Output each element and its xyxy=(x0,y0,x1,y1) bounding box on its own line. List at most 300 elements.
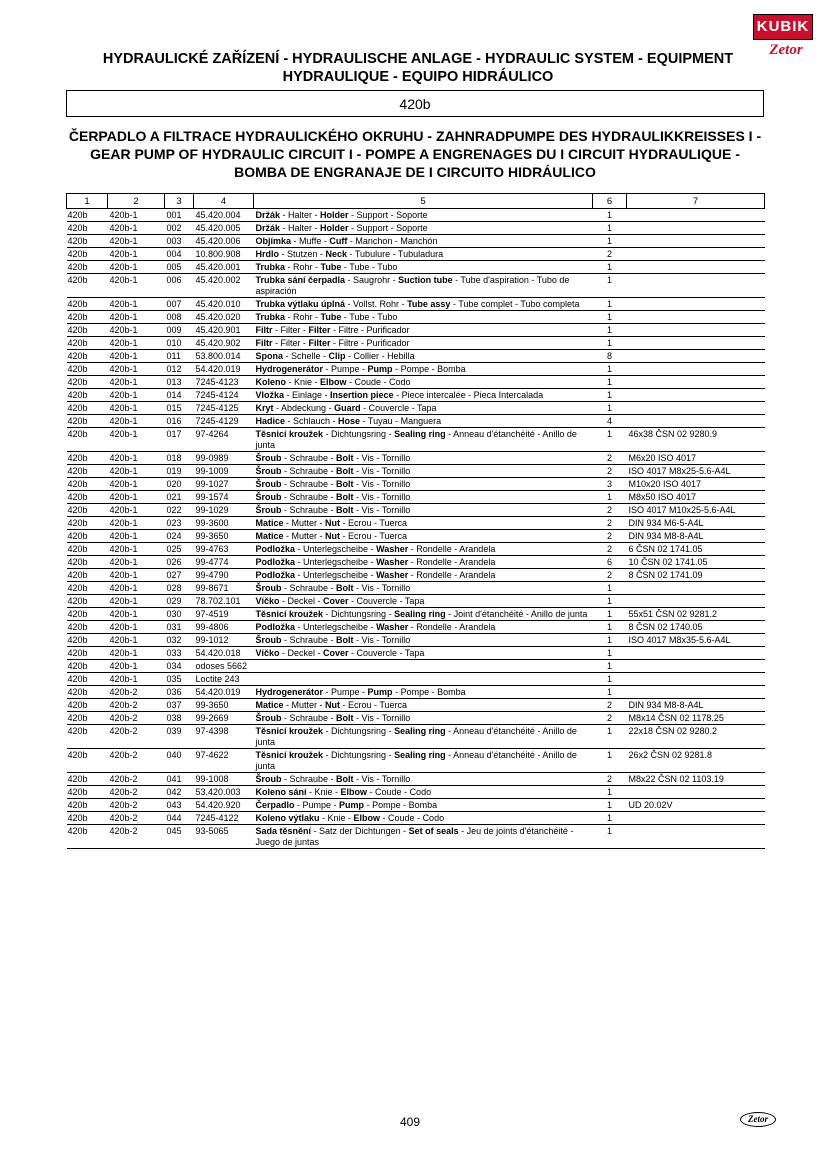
quantity-cell: 1 xyxy=(593,582,627,595)
position-cell: 014 xyxy=(165,389,194,402)
note-cell xyxy=(627,786,765,799)
group-cell: 420b xyxy=(67,621,108,634)
table-row xyxy=(67,786,765,799)
note-cell: 6 ČSN 02 1741.05 xyxy=(627,543,765,556)
zetor-footer-logo: Zetor xyxy=(740,1112,776,1127)
part-number-cell: 99-3650 xyxy=(194,699,254,712)
table-row xyxy=(67,222,765,235)
assembly-cell: 420b-1 xyxy=(108,660,165,673)
note-cell xyxy=(627,337,765,350)
group-cell: 420b xyxy=(67,428,108,452)
assembly-cell: 420b-2 xyxy=(108,812,165,825)
part-number-cell: 45.420.010 xyxy=(194,298,254,311)
position-cell: 041 xyxy=(165,773,194,786)
table-row xyxy=(67,686,765,699)
assembly-cell: 420b-1 xyxy=(108,261,165,274)
position-cell: 040 xyxy=(165,749,194,773)
description-cell: Hydrogenerátor - Pumpe - Pump - Pompe - Bomba xyxy=(254,686,593,699)
quantity-cell: 1 xyxy=(593,428,627,452)
part-number-cell: 99-4763 xyxy=(194,543,254,556)
description-cell: Koleno - Knie - Elbow - Coude - Codo xyxy=(254,376,593,389)
part-number-cell: 7245-4123 xyxy=(194,376,254,389)
table-row xyxy=(67,337,765,350)
quantity-cell: 3 xyxy=(593,478,627,491)
position-cell: 023 xyxy=(165,517,194,530)
note-cell xyxy=(627,595,765,608)
position-cell: 043 xyxy=(165,799,194,812)
description-cell: Držák - Halter - Holder - Support - Soporte xyxy=(254,209,593,222)
group-cell: 420b xyxy=(67,350,108,363)
part-number-cell: 99-4774 xyxy=(194,556,254,569)
note-cell: DIN 934 M8-8-A4L xyxy=(627,699,765,712)
group-cell: 420b xyxy=(67,660,108,673)
note-cell xyxy=(627,402,765,415)
part-number-cell: 54.420.920 xyxy=(194,799,254,812)
assembly-cell: 420b-1 xyxy=(108,389,165,402)
note-cell xyxy=(627,582,765,595)
position-cell: 045 xyxy=(165,825,194,849)
note-cell: M8x22 ČSN 02 1103.19 xyxy=(627,773,765,786)
note-cell xyxy=(627,415,765,428)
note-cell xyxy=(627,376,765,389)
assembly-cell: 420b-1 xyxy=(108,491,165,504)
note-cell: 46x38 ČSN 02 9280.9 xyxy=(627,428,765,452)
assembly-cell: 420b-1 xyxy=(108,517,165,530)
part-number-cell: 99-1574 xyxy=(194,491,254,504)
quantity-cell: 2 xyxy=(593,543,627,556)
quantity-cell: 1 xyxy=(593,311,627,324)
part-number-cell: 99-3650 xyxy=(194,530,254,543)
assembly-cell: 420b-2 xyxy=(108,773,165,786)
position-cell: 019 xyxy=(165,465,194,478)
section-title-line-1: ČERPADLO A FILTRACE HYDRAULICKÉHO OKRUHU - ZAHNRADPUMPE DES HYDRAULIKKREISSES I - xyxy=(68,128,762,144)
group-cell: 420b xyxy=(67,812,108,825)
quantity-cell: 1 xyxy=(593,621,627,634)
quantity-cell: 1 xyxy=(593,402,627,415)
position-cell: 042 xyxy=(165,786,194,799)
note-cell: UD 20.02V xyxy=(627,799,765,812)
note-cell: M6x20 ISO 4017 xyxy=(627,452,765,465)
quantity-cell: 1 xyxy=(593,337,627,350)
description-cell: Matice - Mutter - Nut - Ecrou - Tuerca xyxy=(254,530,593,543)
description-cell: Držák - Halter - Holder - Support - Soporte xyxy=(254,222,593,235)
note-cell xyxy=(627,660,765,673)
group-cell: 420b xyxy=(67,465,108,478)
position-cell: 002 xyxy=(165,222,194,235)
position-cell: 021 xyxy=(165,491,194,504)
table-row xyxy=(67,402,765,415)
position-cell: 035 xyxy=(165,673,194,686)
assembly-cell: 420b-1 xyxy=(108,235,165,248)
position-cell: 029 xyxy=(165,595,194,608)
group-cell: 420b xyxy=(67,647,108,660)
kubik-logo: KUBIK xyxy=(753,14,813,40)
position-cell: 011 xyxy=(165,350,194,363)
position-cell: 006 xyxy=(165,274,194,298)
section-title-line-2: GEAR PUMP OF HYDRAULIC CIRCUIT I - POMPE A ENGRENAGES DU I CIRCUIT HYDRAULIQUE - xyxy=(90,146,740,162)
assembly-cell: 420b-1 xyxy=(108,415,165,428)
description-cell: Šroub - Schraube - Bolt - Vis - Tornillo xyxy=(254,634,593,647)
group-cell: 420b xyxy=(67,337,108,350)
description-cell xyxy=(254,673,593,686)
note-cell: M8x14 ČSN 02 1178.25 xyxy=(627,712,765,725)
description-cell: Hrdlo - Stutzen - Neck - Tubulure - Tubuladura xyxy=(254,248,593,261)
position-cell: 008 xyxy=(165,311,194,324)
parts-table-body xyxy=(67,209,765,849)
group-cell: 420b xyxy=(67,799,108,812)
part-number-cell: 53.800.014 xyxy=(194,350,254,363)
assembly-cell: 420b-1 xyxy=(108,311,165,324)
note-cell: ISO 4017 M10x25-5.6-A4L xyxy=(627,504,765,517)
position-cell: 036 xyxy=(165,686,194,699)
assembly-cell: 420b-1 xyxy=(108,621,165,634)
column-header: 4 xyxy=(194,194,254,209)
description-cell: Šroub - Schraube - Bolt - Vis - Tornillo xyxy=(254,478,593,491)
position-cell: 031 xyxy=(165,621,194,634)
table-row xyxy=(67,248,765,261)
assembly-cell: 420b-1 xyxy=(108,647,165,660)
part-number-cell: 99-0989 xyxy=(194,452,254,465)
position-cell: 009 xyxy=(165,324,194,337)
note-cell xyxy=(627,825,765,849)
part-number-cell: 99-1009 xyxy=(194,465,254,478)
assembly-cell: 420b-2 xyxy=(108,786,165,799)
assembly-cell: 420b-1 xyxy=(108,608,165,621)
assembly-cell: 420b-1 xyxy=(108,452,165,465)
note-cell xyxy=(627,350,765,363)
description-cell: Trubka výtlaku úplná - Vollst. Rohr - Tube assy - Tube complet - Tubo completa xyxy=(254,298,593,311)
position-cell: 033 xyxy=(165,647,194,660)
note-cell: DIN 934 M6-5-A4L xyxy=(627,517,765,530)
description-cell: Šroub - Schraube - Bolt - Vis - Tornillo xyxy=(254,465,593,478)
part-number-cell: 45.420.902 xyxy=(194,337,254,350)
assembly-cell: 420b-2 xyxy=(108,712,165,725)
note-cell xyxy=(627,311,765,324)
table-row xyxy=(67,749,765,773)
position-cell: 024 xyxy=(165,530,194,543)
quantity-cell: 1 xyxy=(593,491,627,504)
quantity-cell: 2 xyxy=(593,504,627,517)
quantity-cell: 1 xyxy=(593,298,627,311)
group-cell: 420b xyxy=(67,773,108,786)
description-cell: Víčko - Deckel - Cover - Couvercle - Tapa xyxy=(254,647,593,660)
assembly-cell: 420b-1 xyxy=(108,324,165,337)
note-cell xyxy=(627,298,765,311)
part-number-cell: 45.420.005 xyxy=(194,222,254,235)
note-cell: ISO 4017 M8x35-5.6-A4L xyxy=(627,634,765,647)
quantity-cell: 1 xyxy=(593,274,627,298)
table-row xyxy=(67,634,765,647)
column-header: 6 xyxy=(593,194,627,209)
quantity-cell: 2 xyxy=(593,773,627,786)
group-cell: 420b xyxy=(67,673,108,686)
quantity-cell: 2 xyxy=(593,712,627,725)
note-cell: 55x51 ČSN 02 9281.2 xyxy=(627,608,765,621)
table-row xyxy=(67,324,765,337)
note-cell xyxy=(627,324,765,337)
group-cell: 420b xyxy=(67,530,108,543)
assembly-cell: 420b-1 xyxy=(108,595,165,608)
group-cell: 420b xyxy=(67,389,108,402)
quantity-cell: 2 xyxy=(593,452,627,465)
quantity-cell: 1 xyxy=(593,825,627,849)
quantity-cell: 1 xyxy=(593,608,627,621)
assembly-cell: 420b-1 xyxy=(108,569,165,582)
position-cell: 027 xyxy=(165,569,194,582)
assembly-cell: 420b-2 xyxy=(108,699,165,712)
position-cell: 026 xyxy=(165,556,194,569)
part-number-cell: 99-8671 xyxy=(194,582,254,595)
table-row xyxy=(67,799,765,812)
position-cell: 013 xyxy=(165,376,194,389)
table-row xyxy=(67,556,765,569)
quantity-cell: 1 xyxy=(593,799,627,812)
description-cell: Těsnicí kroužek - Dichtungsring - Sealing ring - Anneau d'étanchéité - Anillo de junta xyxy=(254,749,593,773)
part-number-cell: 45.420.002 xyxy=(194,274,254,298)
note-cell xyxy=(627,261,765,274)
table-row xyxy=(67,363,765,376)
part-number-cell: 10.800.908 xyxy=(194,248,254,261)
group-cell: 420b xyxy=(67,363,108,376)
part-number-cell: 54.420.018 xyxy=(194,647,254,660)
note-cell xyxy=(627,812,765,825)
quantity-cell: 1 xyxy=(593,261,627,274)
table-header-row xyxy=(67,194,765,209)
note-cell: DIN 934 M8-8-A4L xyxy=(627,530,765,543)
description-cell: Víčko - Deckel - Cover - Couvercle - Tapa xyxy=(254,595,593,608)
table-row xyxy=(67,350,765,363)
assembly-cell: 420b-1 xyxy=(108,634,165,647)
table-row xyxy=(67,274,765,298)
assembly-cell: 420b-2 xyxy=(108,686,165,699)
description-cell: Šroub - Schraube - Bolt - Vis - Tornillo xyxy=(254,773,593,786)
quantity-cell: 2 xyxy=(593,569,627,582)
description-cell: Těsnicí kroužek - Dichtungsring - Sealing ring - Joint d'étanchéité - Anillo de junta xyxy=(254,608,593,621)
part-number-cell: 7245-4125 xyxy=(194,402,254,415)
part-number-cell: 45.420.001 xyxy=(194,261,254,274)
assembly-cell: 420b-2 xyxy=(108,725,165,749)
part-number-cell: 54.420.019 xyxy=(194,686,254,699)
quantity-cell: 1 xyxy=(593,363,627,376)
table-row xyxy=(67,261,765,274)
part-number-cell: 7245-4129 xyxy=(194,415,254,428)
quantity-cell: 2 xyxy=(593,248,627,261)
column-header: 5 xyxy=(254,194,593,209)
quantity-cell: 1 xyxy=(593,595,627,608)
quantity-cell: 2 xyxy=(593,465,627,478)
description-cell: Šroub - Schraube - Bolt - Vis - Tornillo xyxy=(254,712,593,725)
part-number-cell: Loctite 243 xyxy=(194,673,254,686)
assembly-cell: 420b-1 xyxy=(108,504,165,517)
position-cell: 004 xyxy=(165,248,194,261)
note-cell xyxy=(627,363,765,376)
note-cell xyxy=(627,647,765,660)
group-cell: 420b xyxy=(67,452,108,465)
part-number-cell: 99-1029 xyxy=(194,504,254,517)
part-number-cell: 99-4806 xyxy=(194,621,254,634)
position-cell: 017 xyxy=(165,428,194,452)
description-cell: Spona - Schelle - Clip - Collier - Hebilla xyxy=(254,350,593,363)
table-row xyxy=(67,712,765,725)
quantity-cell: 1 xyxy=(593,324,627,337)
title-line-2: HYDRAULIQUE - EQUIPO HIDRÁULICO xyxy=(282,69,554,85)
quantity-cell: 1 xyxy=(593,376,627,389)
group-cell: 420b xyxy=(67,582,108,595)
position-cell: 034 xyxy=(165,660,194,673)
note-cell xyxy=(627,248,765,261)
group-cell: 420b xyxy=(67,478,108,491)
description-cell: Šroub - Schraube - Bolt - Vis - Tornillo xyxy=(254,491,593,504)
group-cell: 420b xyxy=(67,402,108,415)
note-cell: 10 ČSN 02 1741.05 xyxy=(627,556,765,569)
assembly-cell: 420b-1 xyxy=(108,222,165,235)
description-cell: Trubka - Rohr - Tube - Tube - Tubo xyxy=(254,311,593,324)
description-cell: Trubka sání čerpadla - Saugrohr - Suction tube - Tube d'aspiration - Tubo de aspiración xyxy=(254,274,593,298)
note-cell xyxy=(627,673,765,686)
description-cell: Filtr - Filter - Filter - Filtre - Purificador xyxy=(254,324,593,337)
group-cell: 420b xyxy=(67,749,108,773)
table-row xyxy=(67,699,765,712)
quantity-cell: 6 xyxy=(593,556,627,569)
page-number: 409 xyxy=(399,1115,421,1129)
group-cell: 420b xyxy=(67,298,108,311)
group-cell: 420b xyxy=(67,699,108,712)
quantity-cell: 1 xyxy=(593,812,627,825)
part-number-cell: 78.702.101 xyxy=(194,595,254,608)
quantity-cell: 1 xyxy=(593,786,627,799)
group-cell: 420b xyxy=(67,517,108,530)
parts-table xyxy=(66,193,765,849)
group-cell: 420b xyxy=(67,504,108,517)
table-row xyxy=(67,209,765,222)
position-cell: 044 xyxy=(165,812,194,825)
description-cell: Podložka - Unterlegscheibe - Washer - Rondelle - Arandela xyxy=(254,569,593,582)
quantity-cell: 1 xyxy=(593,725,627,749)
description-cell: Podložka - Unterlegscheibe - Washer - Rondelle - Arandela xyxy=(254,556,593,569)
column-header: 1 xyxy=(67,194,108,209)
quantity-cell: 2 xyxy=(593,517,627,530)
table-row xyxy=(67,311,765,324)
title-line-1: HYDRAULICKÉ ZAŘÍZENÍ - HYDRAULISCHE ANLAGE - HYDRAULIC SYSTEM - EQUIPMENT xyxy=(102,51,734,67)
table-row xyxy=(67,569,765,582)
assembly-cell: 420b-1 xyxy=(108,543,165,556)
section-title xyxy=(66,127,764,181)
note-cell: 22x18 ČSN 02 9280.2 xyxy=(627,725,765,749)
position-cell: 016 xyxy=(165,415,194,428)
group-cell: 420b xyxy=(67,209,108,222)
description-cell xyxy=(254,660,593,673)
part-number-cell: 45.420.006 xyxy=(194,235,254,248)
position-cell: 007 xyxy=(165,298,194,311)
quantity-cell: 4 xyxy=(593,415,627,428)
group-cell: 420b xyxy=(67,324,108,337)
description-cell: Podložka - Unterlegscheibe - Washer - Rondelle - Arandela xyxy=(254,621,593,634)
table-row xyxy=(67,595,765,608)
part-number-cell: 99-4790 xyxy=(194,569,254,582)
table-row xyxy=(67,465,765,478)
description-cell: Sada těsnění - Satz der Dichtungen - Set of seals - Jeu de joints d'étanchéité - Juego de juntas xyxy=(254,825,593,849)
table-row xyxy=(67,389,765,402)
note-cell xyxy=(627,274,765,298)
part-number-cell: 99-1012 xyxy=(194,634,254,647)
group-cell: 420b xyxy=(67,248,108,261)
group-cell: 420b xyxy=(67,415,108,428)
assembly-cell: 420b-1 xyxy=(108,402,165,415)
table-row xyxy=(67,673,765,686)
group-cell: 420b xyxy=(67,543,108,556)
group-cell: 420b xyxy=(67,712,108,725)
note-cell xyxy=(627,235,765,248)
note-cell: 8 ČSN 02 1740.05 xyxy=(627,621,765,634)
position-cell: 012 xyxy=(165,363,194,376)
part-number-cell: 53.420.003 xyxy=(194,786,254,799)
table-row xyxy=(67,582,765,595)
part-number-cell: 45.420.004 xyxy=(194,209,254,222)
table-row xyxy=(67,478,765,491)
part-number-cell: 99-1008 xyxy=(194,773,254,786)
position-cell: 022 xyxy=(165,504,194,517)
part-number-cell: 97-4622 xyxy=(194,749,254,773)
group-cell: 420b xyxy=(67,634,108,647)
position-cell: 028 xyxy=(165,582,194,595)
description-cell: Šroub - Schraube - Bolt - Vis - Tornillo xyxy=(254,504,593,517)
note-cell xyxy=(627,389,765,402)
group-cell: 420b xyxy=(67,608,108,621)
column-header: 3 xyxy=(165,194,194,209)
part-number-cell: 99-2669 xyxy=(194,712,254,725)
quantity-cell: 2 xyxy=(593,699,627,712)
assembly-cell: 420b-1 xyxy=(108,673,165,686)
note-cell xyxy=(627,686,765,699)
description-cell: Trubka - Rohr - Tube - Tube - Tubo xyxy=(254,261,593,274)
note-cell: M8x50 ISO 4017 xyxy=(627,491,765,504)
assembly-cell: 420b-2 xyxy=(108,825,165,849)
zetor-logo: Zetor xyxy=(769,42,803,58)
quantity-cell: 8 xyxy=(593,350,627,363)
table-row xyxy=(67,235,765,248)
group-cell: 420b xyxy=(67,311,108,324)
group-cell: 420b xyxy=(67,725,108,749)
description-cell: Hydrogenerátor - Pumpe - Pump - Pompe - Bomba xyxy=(254,363,593,376)
table-row xyxy=(67,812,765,825)
position-cell: 032 xyxy=(165,634,194,647)
assembly-cell: 420b-1 xyxy=(108,363,165,376)
assembly-cell: 420b-1 xyxy=(108,530,165,543)
position-cell: 005 xyxy=(165,261,194,274)
note-cell xyxy=(627,209,765,222)
note-cell: 8 ČSN 02 1741.09 xyxy=(627,569,765,582)
position-cell: 020 xyxy=(165,478,194,491)
part-number-cell: 45.420.901 xyxy=(194,324,254,337)
part-number-cell: 93-5065 xyxy=(194,825,254,849)
assembly-cell: 420b-1 xyxy=(108,582,165,595)
table-row xyxy=(67,543,765,556)
note-cell: 26x2 ČSN 02 9281.8 xyxy=(627,749,765,773)
description-cell: Hadice - Schlauch - Hose - Tuyau - Manguera xyxy=(254,415,593,428)
quantity-cell: 1 xyxy=(593,686,627,699)
group-cell: 420b xyxy=(67,825,108,849)
note-cell: ISO 4017 M8x25-5.6-A4L xyxy=(627,465,765,478)
part-number-cell: odoses 5662 xyxy=(194,660,254,673)
quantity-cell: 1 xyxy=(593,660,627,673)
description-cell: Vložka - Einlage - Insertion piece - Piece intercalée - Pieca Intercalada xyxy=(254,389,593,402)
position-cell: 030 xyxy=(165,608,194,621)
description-cell: Těsnicí kroužek - Dichtungsring - Sealing ring - Anneau d'étanchéité - Anillo de junta xyxy=(254,725,593,749)
position-cell: 018 xyxy=(165,452,194,465)
part-number-cell: 7245-4122 xyxy=(194,812,254,825)
assembly-cell: 420b-1 xyxy=(108,350,165,363)
assembly-cell: 420b-1 xyxy=(108,478,165,491)
